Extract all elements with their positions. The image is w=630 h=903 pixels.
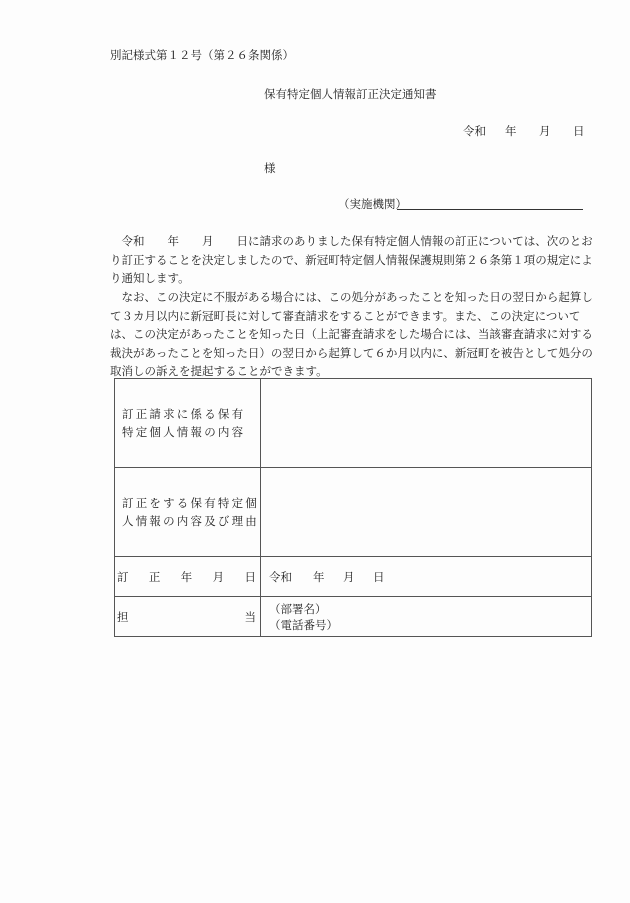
row-value xyxy=(261,379,592,468)
date-month: 月 xyxy=(343,569,355,584)
date-era: 令和 xyxy=(269,569,292,584)
row-label xyxy=(115,557,261,597)
body-paragraph-1: 令和 年 月 日に請求のありました保有特定個人情報の訂正については、次のとおり訂正することを決定しましたので、新冠町特定個人情報保護規則第２６条第１項の規定により通知します。 xyxy=(110,234,593,285)
date-day: 日 xyxy=(573,124,585,138)
issue-date xyxy=(463,123,585,139)
form-number: 別記様式第１２号（第２６条関係） xyxy=(110,48,294,62)
label-char: 訂 xyxy=(117,569,129,584)
phone-label: （電話番号） xyxy=(269,617,338,632)
label-char: 日 xyxy=(244,569,256,584)
label-line: 人情報の内容及び理由 xyxy=(122,514,259,528)
table-row xyxy=(115,379,592,468)
label-line: 特定個人情報の内容 xyxy=(122,425,246,439)
agency-label: （実施機関） xyxy=(338,197,407,211)
label-line: 訂正請求に係る保有 xyxy=(122,407,246,421)
label-char: 担 xyxy=(117,609,129,624)
agency-signature-line xyxy=(397,209,583,210)
row-value xyxy=(261,468,592,557)
date-day: 日 xyxy=(373,569,385,584)
decision-table xyxy=(114,378,592,637)
row-label xyxy=(115,597,261,637)
table-row xyxy=(115,468,592,557)
correction-date-row xyxy=(115,557,592,597)
date-year: 年 xyxy=(313,569,325,584)
contact-value xyxy=(261,597,592,637)
date-year: 年 xyxy=(505,124,517,138)
date-month: 月 xyxy=(539,124,551,138)
contact-row xyxy=(115,597,592,637)
correction-date-value xyxy=(261,557,592,597)
label-char: 年 xyxy=(180,569,193,584)
department-label: （部署名） xyxy=(269,601,327,616)
body-paragraph-2: なお、この決定に不服がある場合には、この処分があったことを知った日の翌日から起算して３カ月以内に新冠町長に対して審査請求をすることができます。また、この決定については、この決定があったことを知った日（上記審査請求をした場合には、当該審査請求に対する裁決があったことを知った日）の翌日から起算して６か月以内に、新冠町を被告として処分の取消しの訴えを提起することができます。 xyxy=(110,290,593,378)
row-label xyxy=(115,468,261,557)
label-char: 正 xyxy=(148,569,161,584)
document-title: 保有特定個人情報訂正決定通知書 xyxy=(264,87,437,101)
label-char: 月 xyxy=(212,569,225,584)
label-line: 訂正をする保有特定個 xyxy=(122,496,259,510)
date-era: 令和 xyxy=(463,124,486,138)
addressee-suffix: 様 xyxy=(264,161,276,175)
row-label xyxy=(115,379,261,468)
label-char: 当 xyxy=(244,609,256,624)
